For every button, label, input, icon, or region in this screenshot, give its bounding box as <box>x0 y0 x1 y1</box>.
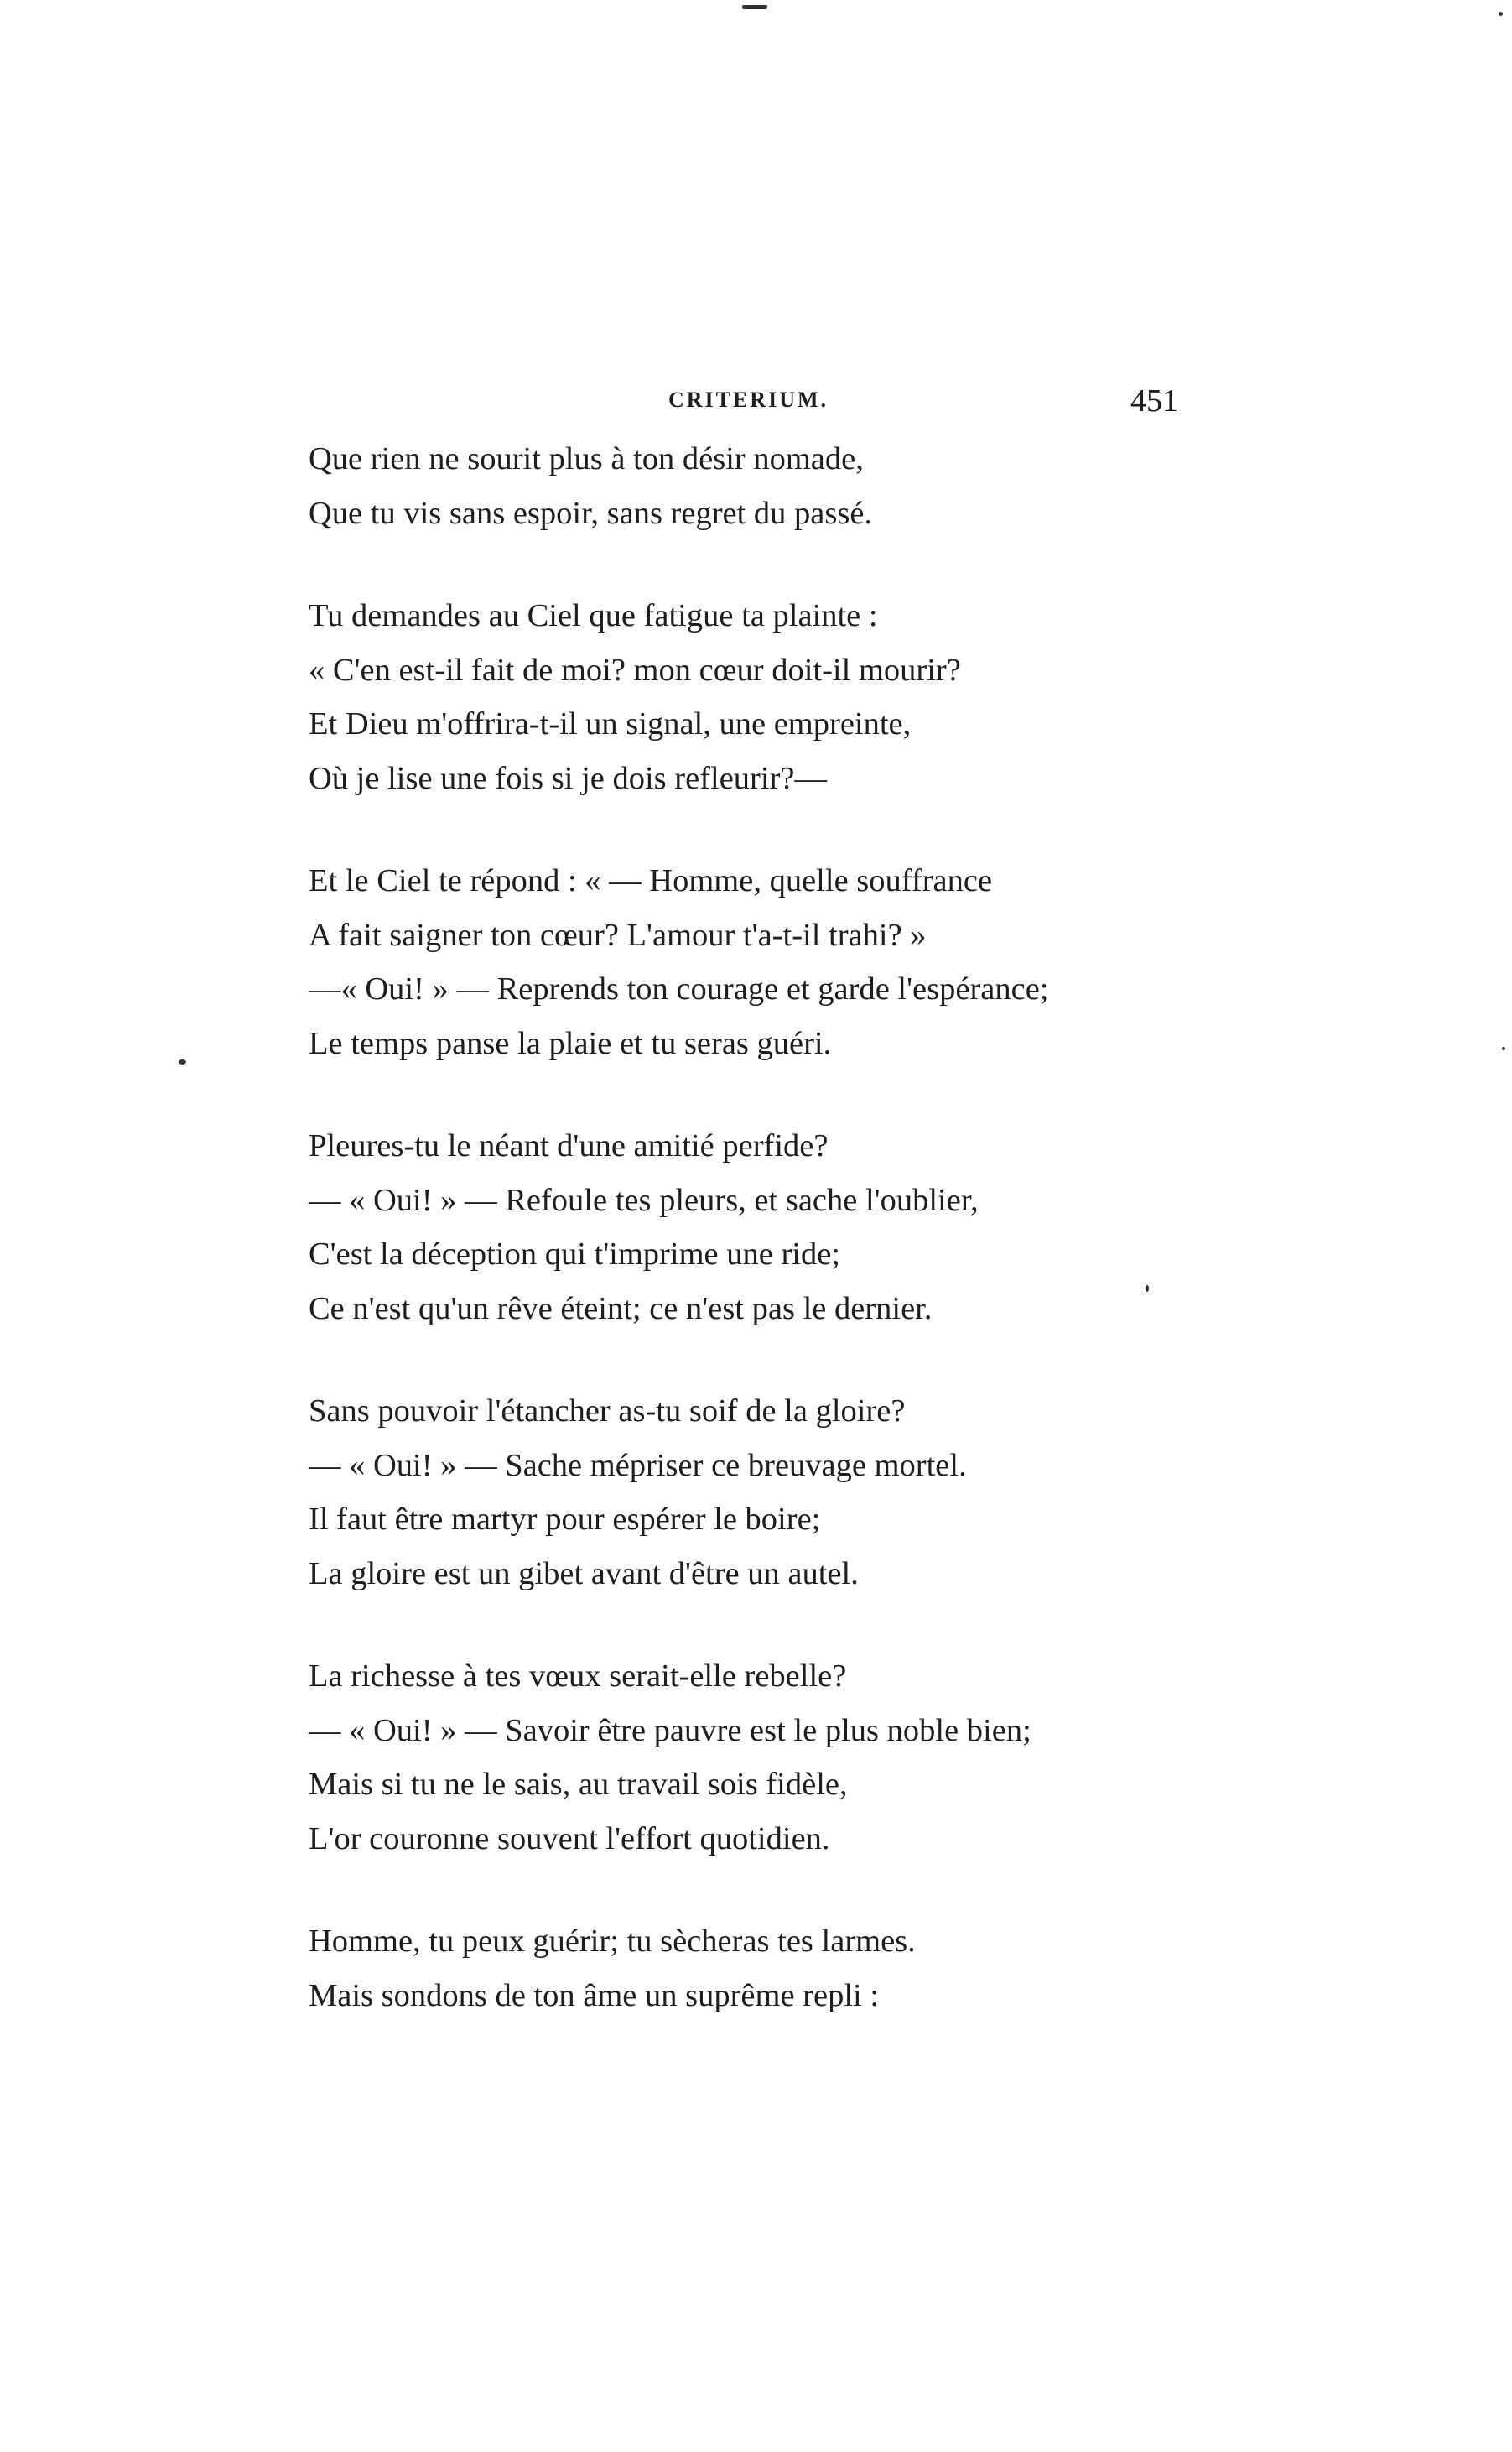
verse-line: Où je lise une fois si je dois refleurir?— <box>309 760 827 796</box>
poem <box>309 432 1198 2071</box>
verse-line: — « Oui! » — Savoir être pauvre est le plus noble bien; <box>309 1712 1031 1748</box>
verse-line: Sans pouvoir l'étancher as-tu soif de la gloire? <box>309 1393 906 1429</box>
verse-line: C'est la déception qui t'imprime une ride; <box>309 1236 840 1272</box>
verse-line: Mais si tu ne le sais, au travail sois fidèle, <box>309 1767 848 1802</box>
verse-line: L'or couronne souvent l'effort quotidien. <box>309 1820 830 1856</box>
verse-line: Que rien ne sourit plus à ton désir nomade, <box>309 441 864 476</box>
verse-line: Ce n'est qu'un rêve éteint; ce n'est pas le dernier. <box>309 1290 933 1326</box>
verse-line: La richesse à tes vœux serait-elle rebelle? <box>309 1658 847 1694</box>
verse-line: — « Oui! » — Refoule tes pleurs, et sache l'oublier, <box>309 1182 979 1218</box>
verse-line: La gloire est un gibet avant d'être un autel. <box>309 1555 859 1591</box>
running-head <box>310 379 1187 429</box>
verse-line: A fait saigner ton cœur? L'amour t'a-t-il trahi? » <box>309 917 927 953</box>
scan-speck <box>179 1059 186 1065</box>
stanza <box>309 1119 1198 1335</box>
verse-line: « C'en est-il fait de moi? mon cœur doit-il mourir? <box>309 652 961 688</box>
stanza <box>309 589 1198 805</box>
stanza <box>309 1384 1198 1601</box>
stanza <box>309 854 1198 1070</box>
scan-speck <box>1499 12 1503 16</box>
stanza <box>309 432 1198 540</box>
verse-line: — « Oui! » — Sache mépriser ce breuvage mortel. <box>309 1447 967 1483</box>
verse-line: Tu demandes au Ciel que fatigue ta plainte : <box>309 598 878 633</box>
verse-line: Et Dieu m'offrira-t-il un signal, une empreinte, <box>309 706 912 742</box>
verse-line: Le temps panse la plaie et tu seras guéri. <box>309 1025 832 1061</box>
page-number: 451 <box>1130 383 1178 419</box>
verse-line: Et le Ciel te répond : « — Homme, quelle souffrance <box>309 863 993 898</box>
running-title: CRITERIUM. <box>668 388 829 412</box>
stanza <box>309 1914 1198 2023</box>
scan-speck <box>742 5 767 9</box>
verse-line: Il faut être martyr pour espérer le boire; <box>309 1502 821 1537</box>
verse-line: Pleures-tu le néant d'une amitié perfide? <box>309 1128 829 1164</box>
verse-line: Mais sondons de ton âme un suprême repli : <box>309 1977 880 2013</box>
verse-line: Que tu vis sans espoir, sans regret du passé. <box>309 495 873 531</box>
verse-line: Homme, tu peux guérir; tu sècheras tes larmes. <box>309 1924 916 1959</box>
verse-line: —« Oui! » — Reprends ton courage et garde l'espérance; <box>309 971 1049 1007</box>
scan-speck <box>1502 1047 1505 1050</box>
scan-speck <box>1146 1285 1149 1292</box>
stanza <box>309 1649 1198 1866</box>
